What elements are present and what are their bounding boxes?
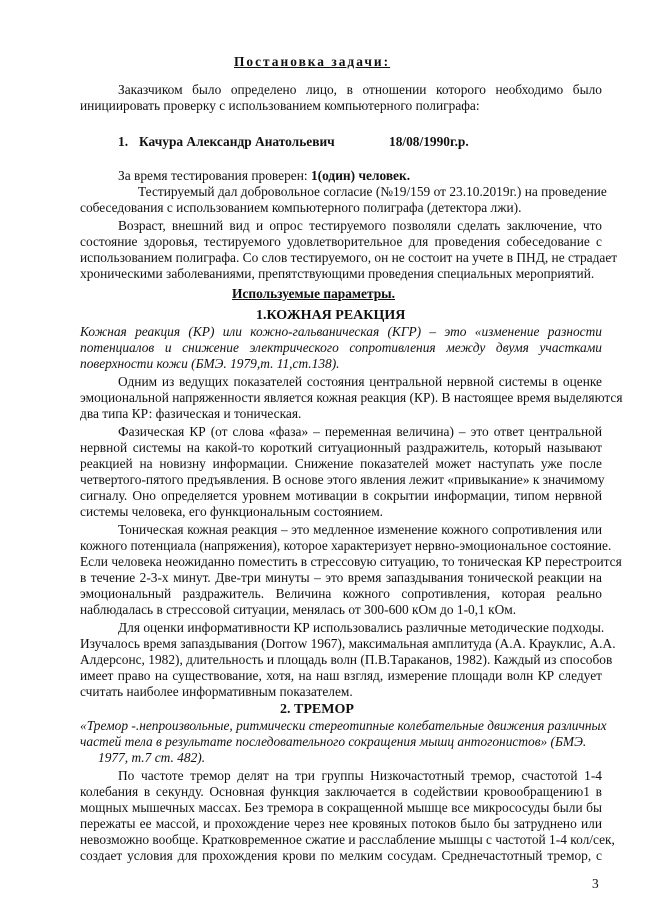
age-line: состояние здоровья, тестируемого удовлетворительное для проведения собеседование с — [80, 234, 602, 249]
subject-number: 1. — [118, 134, 129, 149]
section1-p3: кожного потенциала (напряжения), которое характеризует нервно-эмоциональное состояние. — [80, 538, 612, 553]
section2-definition: «Тремор -.непроизвольные, ритмически стереотипные колебательные движения различных — [80, 718, 607, 733]
consent-line: Тестируемый дал добровольное согласие (№19/159 от 23.10.2019г.) на проведение — [138, 184, 607, 199]
section1-title: 1.КОЖНАЯ РЕАКЦИЯ — [256, 308, 406, 323]
intro-line: инициировать проверку с использованием компьютерного полиграфа: — [80, 98, 480, 113]
heading-params: Используемые параметры. — [232, 286, 395, 301]
age-line: хроническими заболеваниями, препятствующими проведения специальных мероприятий. — [80, 266, 595, 281]
consent-line: собеседования с использованием компьютерного полиграфа (детектора лжи). — [80, 200, 522, 215]
section1-p2: сигналу. Оно определяется уровнем мотивации в сокрытии информации, типом нервной — [80, 488, 602, 503]
heading-task: Постановка задачи: — [234, 54, 391, 69]
section1-p3: наблюдалась в стрессовой ситуации, менялась от 300-600 кОм до 1-0,1 кОм. — [80, 602, 517, 617]
section2-definition: 1977, т.7 ст. 482). — [98, 750, 206, 765]
section1-p4: Изучалось время запаздывания (Dorrow 1967), максимальная амплитуда (А.А. Крауклис, А.А. — [80, 636, 616, 651]
section1-p2: Фазическая КР (от слова «фаза» – переменная величина) – это ответ центральной — [118, 424, 602, 439]
section2-p1: невозможно вообще. Кратковременное сжатие и расслабление мышцы с частотой 1-4 кол/сек, — [80, 832, 615, 847]
section2-title: 2. ТРЕМОР — [280, 702, 354, 717]
section1-p3: в течение 2-3-х минут. Две-три минуты – это время запаздывания тонической реакции на — [80, 570, 602, 585]
tested-prefix: За время тестирования проверен: — [118, 168, 311, 183]
section1-p3: эмоциональный раздражитель. Величина кожного сопротивления, которая реально — [80, 586, 602, 601]
section1-p2: нервной системы на какой-то короткий ситуационный раздражитель, который называют — [80, 440, 602, 455]
section1-p4: имеет право на существование, хотя, на наш взгляд, измерение площади волн КР следует — [80, 668, 602, 683]
section1-p4: считать наиболее информативным показателем. — [80, 684, 353, 699]
section2-p1: мощных мышечных массах. Без тремора в сокращенной мышце все микрососуды были бы — [80, 800, 602, 815]
section1-definition: потенциалов и снижение электрического сопротивления между двумя участками — [80, 340, 602, 355]
section1-p1: эмоциональной напряженности является кожная реакция (КР). В настоящее время выделяются — [80, 390, 623, 405]
section2-p1: создает условия для прохождения крови по мелким сосудам. Среднечастотный тремор, с — [80, 848, 602, 863]
section1-p2: реакцией на новизну информации. Снижение показателей может наступать уже после — [80, 456, 602, 471]
section1-p3: Если человека неожиданно поместить в стрессовую ситуацию, то тоническая КР перестроится — [80, 554, 622, 569]
tested-line — [118, 168, 410, 184]
section2-definition: частей тела в результате последовательного сокращения мышц антогонистов» (БМЭ. — [80, 734, 587, 749]
section1-definition: Кожная реакция (КР) или кожно-гальваническая (КГР) – это «изменение разности — [80, 324, 602, 339]
subject-name: Качура Александр Анатольевич — [139, 134, 335, 149]
section2-p1: пережаты ее массой, и прохождение через нее кровяных потоков было бы затруднено или — [80, 816, 602, 831]
age-line: Возраст, внешний вид и опрос тестируемого позволяли сделать заключение, что — [118, 218, 602, 233]
section1-p2: четвертого-пятого предъявления. В основе этого явления лежит «привыкание» к значимому — [80, 472, 605, 487]
section2-p1: По частоте тремор делят на три группы Низкочастотный тремор, счастотой 1-4 — [118, 768, 602, 783]
section1-p3: Тоническая кожная реакция – это медленное изменение кожного сопротивления или — [118, 522, 602, 537]
age-line: использованием полиграфа. Со слов тестируемого, он не состоит на учете в ПНД, не страдает — [80, 250, 618, 265]
section1-p1: Одним из ведущих показателей состояния центральной нервной системы в оценке — [118, 374, 602, 389]
subject-dob: 18/08/1990г.р. — [389, 134, 469, 149]
section1-p4: Для оценки информативности КР использовались различные методические подходы. — [118, 620, 605, 635]
page-number: 3 — [592, 876, 599, 891]
section1-definition: поверхности кожи (БМЭ. 1979,т. 11,ст.138). — [80, 356, 340, 371]
section1-p2: системы человека, его функциональным состоянием. — [80, 504, 384, 519]
tested-count: 1(один) человек. — [310, 168, 411, 183]
section2-p1: колебания в секунду. Основная функция заключается в содействии кровообращению1 в — [80, 784, 602, 799]
intro-line: Заказчиком было определено лицо, в отношении которого необходимо было — [118, 82, 602, 97]
section1-p1: два типа КР: фазическая и тоническая. — [80, 406, 302, 421]
section1-p4: Алдерсонс, 1982), длительность и площадь волн (П.В.Тараканов, 1982). Каждый из способов — [80, 652, 613, 667]
